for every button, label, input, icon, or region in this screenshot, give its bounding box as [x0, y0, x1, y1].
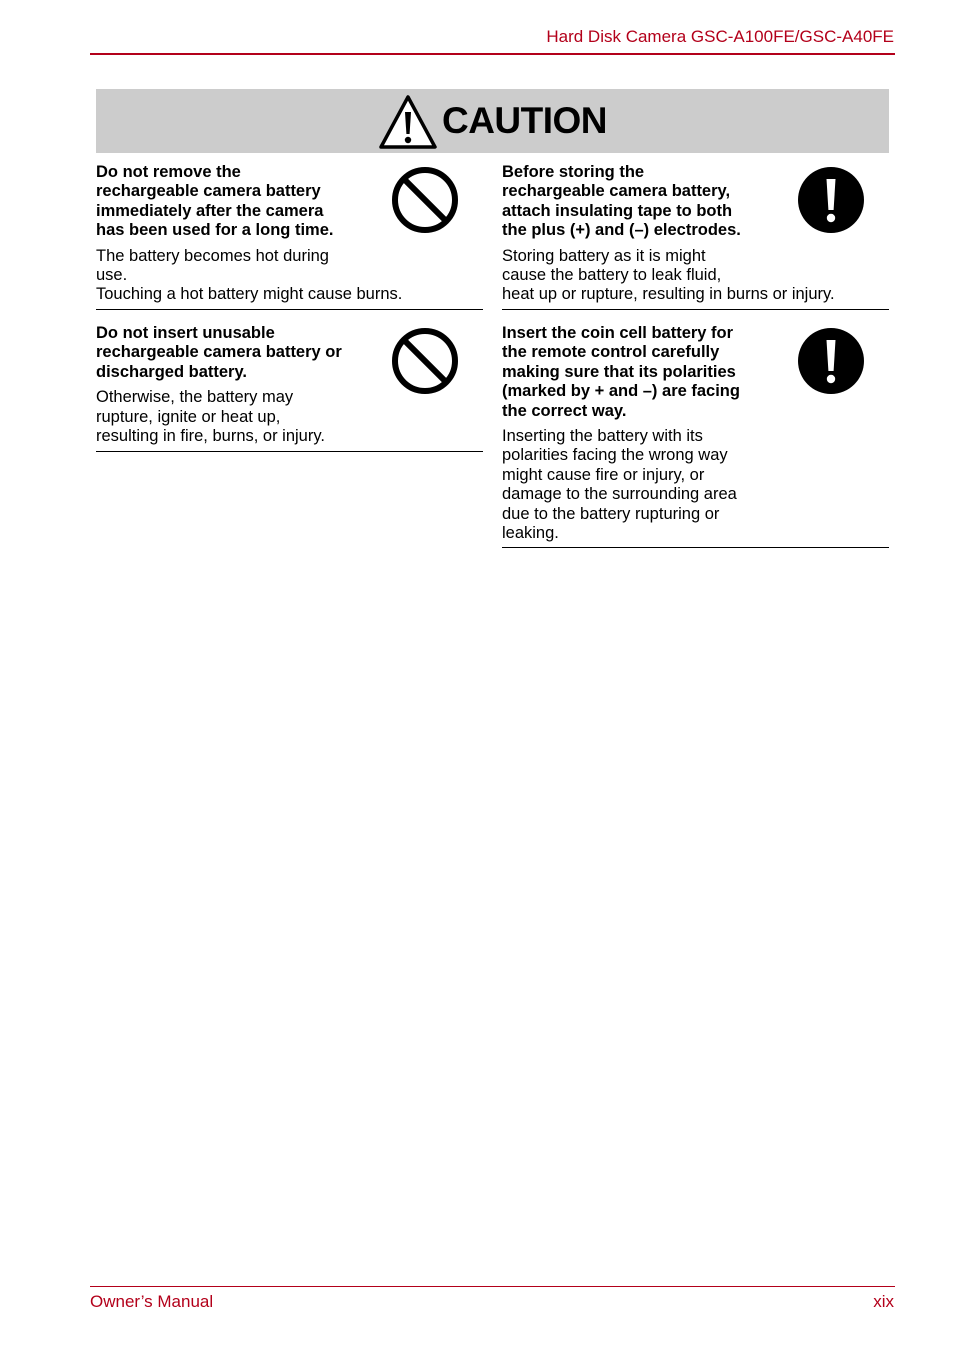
heading-line: the correct way. [502, 401, 627, 420]
body-line: damage to the surrounding area [502, 485, 737, 504]
body-line: leaking. [502, 524, 559, 543]
heading-line: Insert the coin cell battery for [502, 324, 734, 342]
body-line: resulting in fire, burns, or injury. [96, 427, 325, 446]
body-line: Touching a hot battery might cause burns. [96, 285, 403, 304]
caution-item-body [502, 427, 889, 552]
heading-line: Before storing the [502, 163, 645, 181]
body-line: The battery becomes hot during [96, 246, 329, 265]
heading-line: rechargeable camera battery [96, 182, 321, 201]
caution-banner [96, 89, 889, 153]
footer-manual-title: Owner’s Manual [90, 1292, 214, 1311]
caution-item-remove-battery [96, 158, 483, 310]
caution-item-body [502, 247, 889, 314]
caution-item-coin-cell-polarity [502, 319, 889, 548]
heading-line: attach insulating tape to both [502, 201, 733, 220]
heading-line: rechargeable camera battery or [96, 343, 342, 362]
prohibition-icon [391, 327, 459, 395]
heading-line: immediately after the camera [96, 201, 324, 220]
body-line: Inserting the battery with its [502, 427, 703, 446]
mandatory-action-icon [797, 327, 865, 395]
caution-item-unusable-battery [96, 319, 483, 452]
heading-line: Do not remove the [96, 163, 241, 181]
heading-line: (marked by + and –) are facing [502, 382, 740, 401]
body-line: might cause fire or injury, or [502, 465, 705, 484]
heading-line: the remote control carefully [502, 343, 720, 362]
prohibition-icon [391, 166, 459, 234]
heading-line: the plus (+) and (–) electrodes. [502, 221, 741, 240]
heading-line: Do not insert unusable [96, 324, 275, 342]
body-line: cause the battery to leak fluid, [502, 266, 722, 285]
body-line: use. [96, 266, 128, 285]
heading-line: rechargeable camera battery, [502, 182, 731, 201]
heading-line: making sure that its polarities [502, 362, 736, 381]
page-number: xix [873, 1292, 894, 1311]
body-line: rupture, ignite or heat up, [96, 407, 281, 426]
body-line: heat up or rupture, resulting in burns or injury. [502, 285, 835, 304]
caution-item-body [96, 388, 483, 455]
heading-line: discharged battery. [96, 362, 247, 381]
footer-rule [90, 1286, 895, 1287]
header-rule [90, 53, 895, 55]
body-line: due to the battery rupturing or [502, 504, 720, 523]
heading-line: has been used for a long time. [96, 221, 334, 240]
running-header-title: Hard Disk Camera GSC-A100FE/GSC-A40FE [546, 27, 894, 46]
mandatory-action-icon [797, 166, 865, 234]
body-line: Otherwise, the battery may [96, 388, 294, 407]
caution-heading: CAUTION [441, 100, 608, 141]
body-line: polarities facing the wrong way [502, 446, 728, 465]
caution-item-body [96, 247, 483, 314]
body-line: Storing battery as it is might [502, 246, 706, 265]
warning-triangle-icon [378, 94, 438, 150]
caution-item-insulate-electrodes [502, 158, 889, 310]
